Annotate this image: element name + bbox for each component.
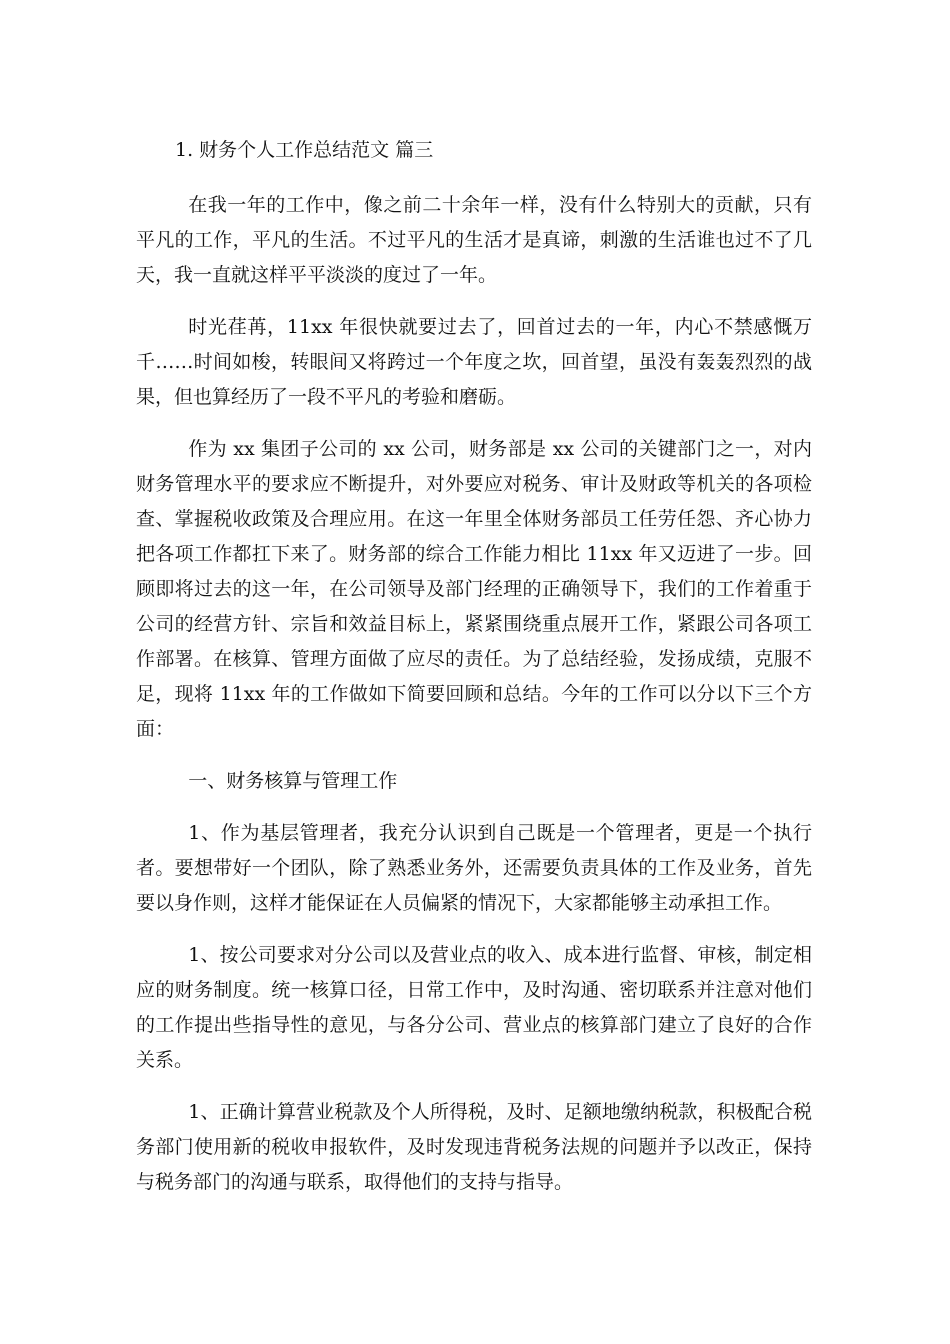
- paragraph-time: 时光荏苒，11xx 年很快就要过去了，回首过去的一年，内心不禁感慨万千……时间如梭，转眼间又将跨过一个年度之坎，回首望，虽没有轰轰烈烈的战果，但也算经历了一段不平凡的考验和磨砺。: [136, 316, 812, 408]
- paragraph-manager: 1、作为基层管理者，我充分认识到自己既是一个管理者，更是一个执行者。要想带好一个团队，除了熟悉业务外，还需要负责具体的工作及业务，首先要以身作则，这样才能保证在人员偏紧的情况下，大家都能够主动承担工作。: [136, 822, 812, 914]
- document-body: [136, 188, 812, 1217]
- paragraph-department: 作为 xx 集团子公司的 xx 公司，财务部是 xx 公司的关键部门之一，对内财务管理水平的要求应不断提升，对外要应对税务、审计及财政等机关的各项检查、掌握税收政策及合理应用。在这一年里全体财务部员工任劳任怨、齐心协力把各项工作都扛下来了。财务部的综合工作能力相比 11xx 年又迈进了一步。回顾即将过去的这一年，在公司领导及部门经理的正确领导下，我们的工作着重于公司的经营方针、宗旨和效益目标上，紧紧围绕重点展开工作，紧跟公司各项工作部署。在核算、管理方面做了应尽的责任。为了总结经验，发扬成绩，克服不足，现将 11xx 年的工作做如下简要回顾和总结。今年的工作可以分以下三个方面：: [136, 438, 812, 740]
- document-title: 1. 财务个人工作总结范文 篇三: [175, 139, 434, 161]
- section-heading-accounting: 一、财务核算与管理工作: [188, 770, 398, 792]
- paragraph-supervision: 1、按公司要求对分公司以及营业点的收入、成本进行监督、审核，制定相应的财务制度。统一核算口径，日常工作中，及时沟通、密切联系并注意对他们的工作提出些指导性的意见，与各分公司、营业点的核算部门建立了良好的合作关系。: [136, 944, 812, 1071]
- paragraph-tax: 1、正确计算营业税款及个人所得税，及时、足额地缴纳税款，积极配合税务部门使用新的税收申报软件，及时发现违背税务法规的问题并予以改正，保持与税务部门的沟通与联系，取得他们的支持与指导。: [136, 1101, 812, 1193]
- paragraph-intro: 在我一年的工作中，像之前二十余年一样，没有什么特别大的贡献，只有平凡的工作，平凡的生活。不过平凡的生活才是真谛，刺激的生活谁也过不了几天，我一直就这样平平淡淡的度过了一年。: [136, 194, 812, 286]
